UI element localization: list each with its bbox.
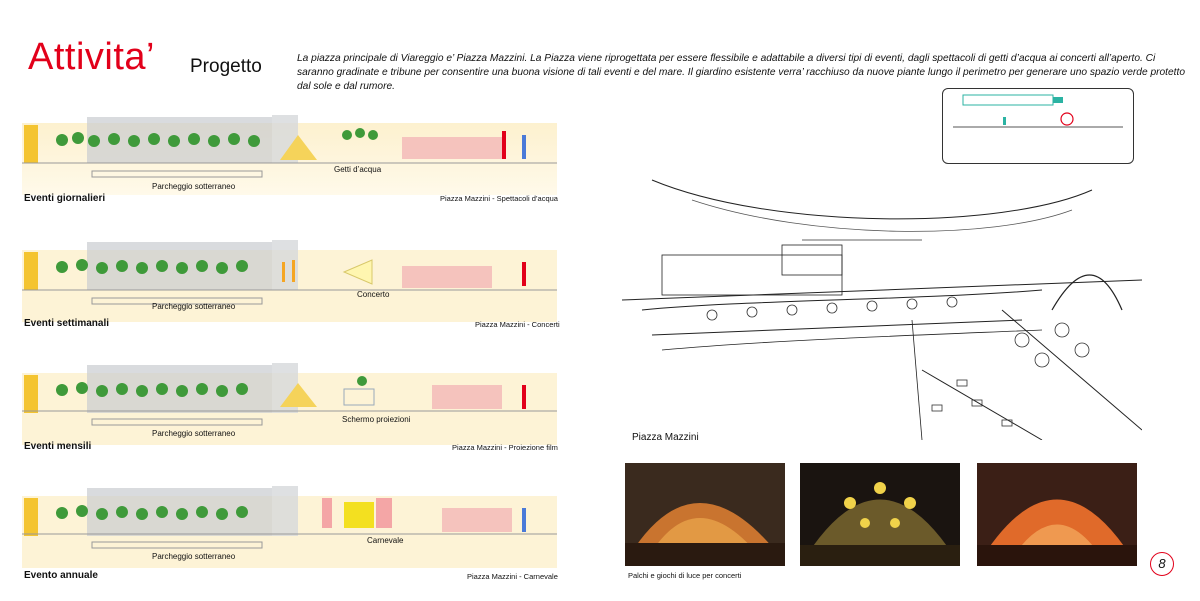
piazza-sketch xyxy=(622,170,1142,440)
section-drawing xyxy=(22,105,557,195)
concert-photo-1 xyxy=(625,463,785,566)
event-title: Evento annuale xyxy=(24,570,98,581)
section-caption: Piazza Mazzini - Proiezione film xyxy=(452,443,558,452)
photos-caption: Palchi e giochi di luce per concerti xyxy=(628,571,742,580)
feature-label: Concerto xyxy=(357,290,390,299)
parking-label: Parcheggio sotterraneo xyxy=(152,429,236,438)
concert-photo-3 xyxy=(977,463,1137,566)
feature-label: Carnevale xyxy=(367,536,404,545)
intro-paragraph: La piazza principale di Viareggio e’ Piazza Mazzini. La Piazza viene riprogettata per essere flessibile e adattabile a diversi tipi di eventi, dagli spettacoli di getti d’acqua ai concerti all’aperto. Ci saranno gradinate e tribune per consentire una buona visione di tali eventi e del mare. Il giardino esistente verra’ racchiuso da nuove piante lungo il perimetro per generare uno spazio verde protetto dal sole e dal rumore. xyxy=(297,53,1185,92)
inset-map xyxy=(942,88,1134,164)
section-caption: Piazza Mazzini - Carnevale xyxy=(467,572,558,581)
section-caption: Piazza Mazzini - Concerti xyxy=(475,320,560,329)
inset-drawing xyxy=(943,89,1133,163)
sketch-label: Piazza Mazzini xyxy=(632,432,699,443)
parking-label: Parcheggio sotterraneo xyxy=(152,552,236,561)
page-number: 8 xyxy=(1150,552,1174,576)
section-drawing xyxy=(22,355,557,445)
feature-label: Schermo proiezioni xyxy=(342,415,411,424)
feature-label: Getti d’acqua xyxy=(334,165,382,174)
section-daily xyxy=(22,105,557,215)
section-drawing xyxy=(22,232,557,322)
event-title: Eventi mensili xyxy=(24,441,92,452)
parking-label: Parcheggio sotterraneo xyxy=(152,302,236,311)
section-monthly xyxy=(22,355,557,465)
page-title: Attivita’ xyxy=(28,36,155,78)
event-title: Eventi giornalieri xyxy=(24,193,106,204)
section-weekly xyxy=(22,232,560,342)
section-annual xyxy=(22,478,557,588)
concert-photo-2 xyxy=(800,463,960,566)
parking-label: Parcheggio sotterraneo xyxy=(152,182,236,191)
page-subtitle: Progetto xyxy=(190,56,262,77)
section-drawing xyxy=(22,478,557,568)
section-caption: Piazza Mazzini - Spettacoli d’acqua xyxy=(440,194,558,203)
event-title: Eventi settimanali xyxy=(24,318,110,329)
